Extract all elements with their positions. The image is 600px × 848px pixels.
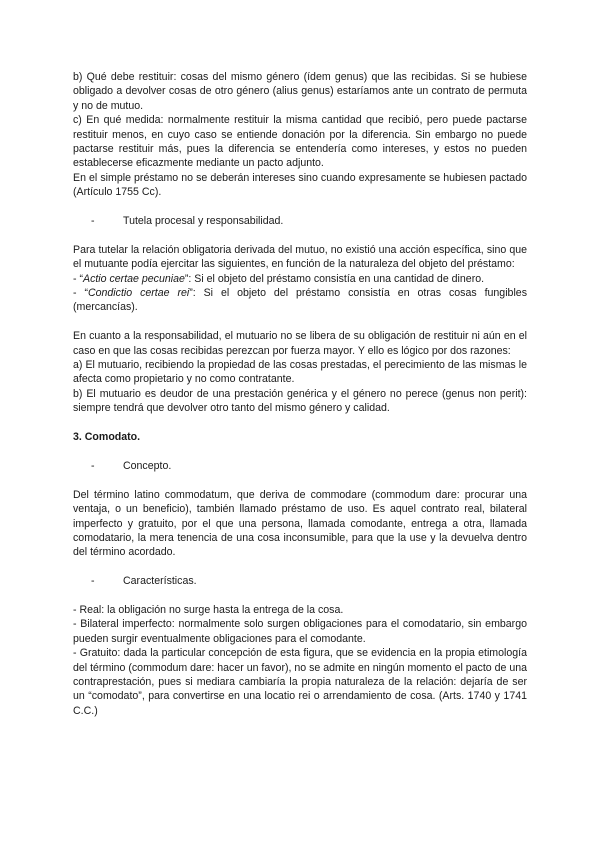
paragraph-que-debe-restituir: b) Qué debe restituir: cosas del mismo género (ídem genus) que las recibidas. Si se hubiese obligado a devolver cosas de otro género (alius genus) estaríamos ante un contrato de permuta y no de mutuo. — [73, 71, 527, 112]
paragraph-condictio-certae-rei — [73, 286, 527, 315]
actio-prefix: - “ — [73, 272, 83, 285]
condictio-rest: ”: Si el objeto del préstamo consistía en otras cosas fungibles (mercancías). — [73, 287, 527, 314]
condictio-certae-rei-term: Condictio certae rei — [87, 287, 190, 300]
actio-rest: ”: Si el objeto del préstamo consistía en una cantidad de dinero. — [184, 272, 485, 285]
paragraph-responsabilidad: En cuanto a la responsabilidad, el mutuario no se libera de su obligación de restituir ni aún en el caso en que las cosas recibidas perezcan por fuerza mayor. Y ello es lógico por dos razones: — [73, 330, 527, 357]
paragraph-razon-b: b) El mutuario es deudor de una prestación genérica y el género no perece (genus non perit): siempre tendrá que devolver otro tanto del mismo género y calidad. — [73, 387, 527, 415]
paragraph-tutelar-relacion: Para tutelar la relación obligatoria derivada del mutuo, no existió una acción específica, sino que el mutuante podía ejercitar las siguientes, en función de la naturaleza del objeto del préstamo: — [73, 243, 527, 271]
paragraph-razon-a: a) El mutuario, recibiendo la propiedad de las cosas prestadas, el perecimiento de las mismas le afecta como propietario y no como contratante. — [73, 359, 527, 386]
bullet-dash: - — [91, 575, 95, 588]
paragraph-simple-prestamo: En el simple préstamo no se deberán intereses sino cuando expresamente se hubiesen pactado (Artículo 1755 Cc). — [73, 171, 527, 199]
paragraph-gratuito: - Gratuito: dada la particular concepción de esta figura, que se evidencia en la propia etimología del término (commodum dare: hacer un favor), no se admite en ningún momento el pacto de una contraprestación, pues si mediara cambiaría la propia naturaleza de la relación: dejaría de ser un “comodato”, para convertirse en una locatio rei o arrendamiento de cosa. (Arts. 1740 y 1741 C.C.) — [73, 647, 528, 717]
actio-certae-pecuniae-term: Actio certae pecuniae — [83, 272, 185, 285]
bullet-caracteristicas — [91, 574, 527, 588]
bullet-concepto — [91, 459, 527, 473]
bullet-caracteristicas-label: Características. — [123, 575, 197, 588]
bullet-tutela-label: Tutela procesal y responsabilidad. — [123, 215, 284, 228]
section-title-comodato: 3. Comodato. — [73, 431, 141, 444]
bullet-dash: - — [91, 459, 95, 472]
paragraph-commodatum: Del término latino commodatum, que deriva de commodare (commodum dare: procurar una ventaja, o un beneficio), también llamado préstamo de uso. Es aquel contrato real, bilateral imperfecto y gratuito, por el que una persona, llamada comodante, entrega a otra, llamada comodatario, la mera tenencia de una cosa inconsumible, para que la use y la devuelva dentro del término acordado. — [73, 488, 527, 559]
paragraph-bilateral-imperfecto: - Bilateral imperfecto: normalmente solo surgen obligaciones para el comodatario, sin embargo pueden surgir eventualmente obligaciones para el comodante. — [73, 618, 527, 645]
paragraph-en-que-medida: c) En qué medida: normalmente restituir la misma cantidad que recibió, pero puede pactarse restituir menos, en cuyo caso se entiende donación por la diferencia. Sin embargo no puede pactarse restituir más, pues la diferencia se entendería como intereses, y estos no pueden establecerse eficazmente mediante un pacto adjunto. — [73, 114, 527, 170]
document-page — [73, 70, 527, 718]
paragraph-real: - Real: la obligación no surge hasta la entrega de la cosa. — [73, 603, 344, 616]
bullet-concepto-label: Concepto. — [123, 459, 172, 472]
paragraph-actio-certae-pecuniae — [73, 272, 527, 286]
bullet-tutela — [91, 214, 527, 228]
bullet-dash: - — [91, 215, 95, 228]
condictio-prefix: - “ — [73, 287, 88, 300]
